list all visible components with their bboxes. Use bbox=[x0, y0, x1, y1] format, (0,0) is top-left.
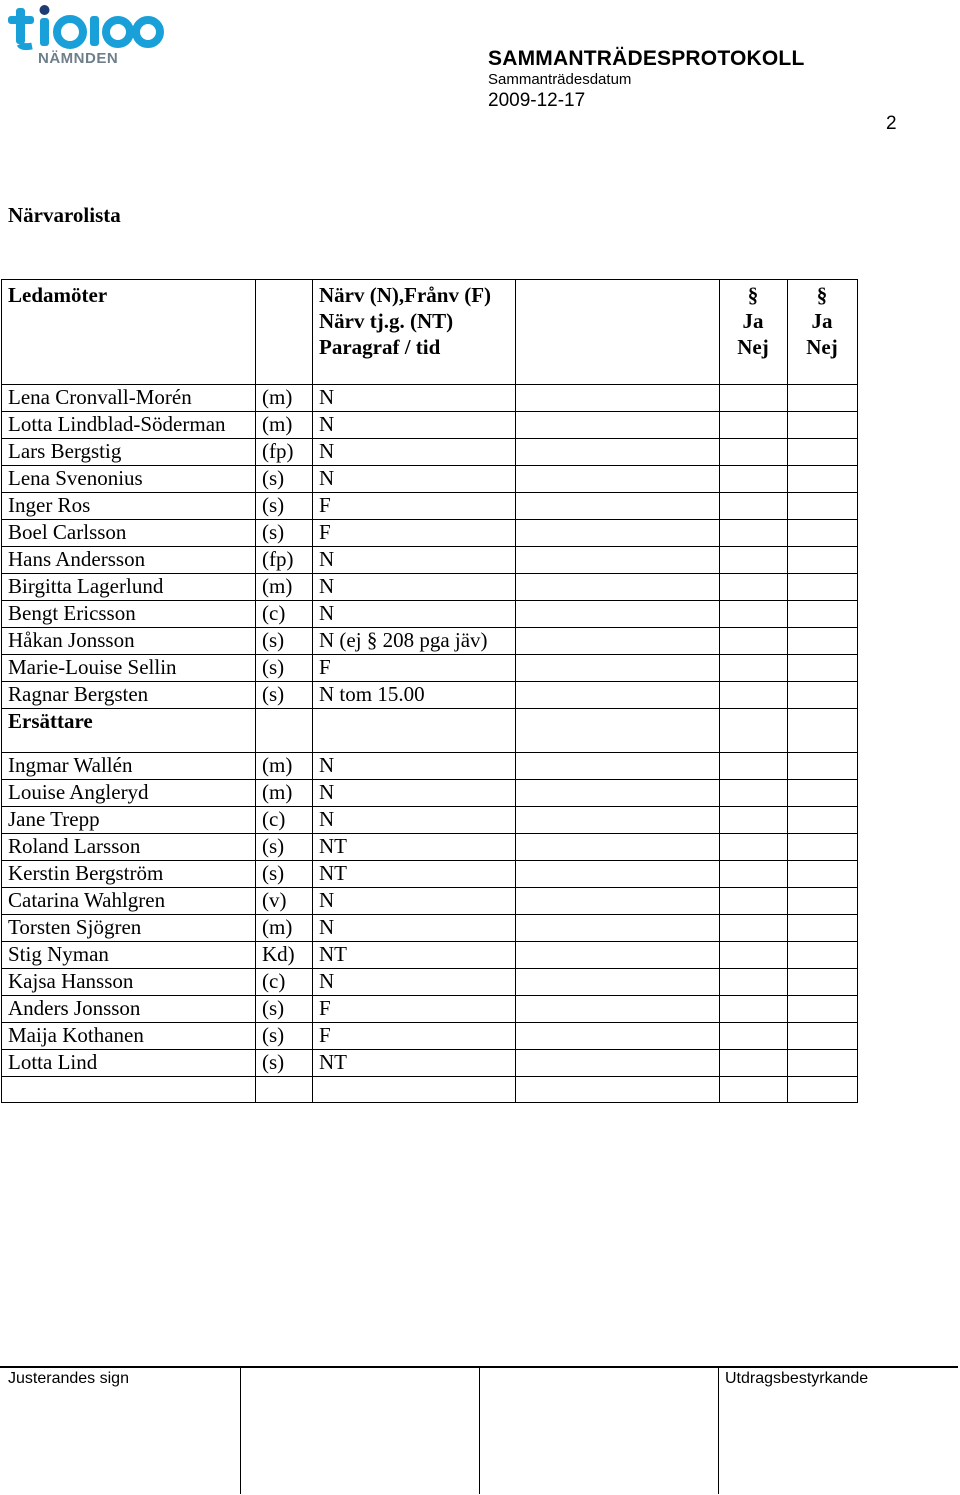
utdragsbestyrkande-label: Utdragsbestyrkande bbox=[725, 1370, 869, 1387]
attendance-status: N bbox=[319, 439, 335, 463]
members-column-header: Ledamöter bbox=[8, 283, 108, 307]
attendance-status: N bbox=[319, 915, 335, 939]
date-label: Sammanträdesdatum bbox=[488, 71, 632, 88]
attendance-status: F bbox=[319, 520, 331, 544]
attendance-status: F bbox=[319, 655, 331, 679]
status-column-header-line2: Närv tj.g. (NT) bbox=[319, 309, 454, 333]
party: (m) bbox=[262, 412, 293, 436]
person-name: Anders Jonsson bbox=[8, 996, 141, 1020]
person-name: Birgitta Lagerlund bbox=[8, 574, 164, 598]
person-name: Håkan Jonsson bbox=[8, 628, 135, 652]
substitutes-header: Ersättare bbox=[8, 709, 93, 733]
party: (c) bbox=[262, 807, 286, 831]
table-row-border bbox=[1, 438, 857, 439]
table-column-border bbox=[857, 279, 858, 1103]
party: (s) bbox=[262, 655, 285, 679]
table-row-border bbox=[1, 806, 857, 807]
attendance-status: N bbox=[319, 888, 335, 912]
person-name: Inger Ros bbox=[8, 493, 91, 517]
justerandes-sign-label: Justerandes sign bbox=[8, 1370, 129, 1387]
person-name: Maija Kothanen bbox=[8, 1023, 144, 1047]
status-column-header-line1: Närv (N),Frånv (F) bbox=[319, 283, 492, 307]
party: (v) bbox=[262, 888, 287, 912]
attendance-status: F bbox=[319, 493, 331, 517]
page-number: 2 bbox=[886, 113, 897, 134]
table-column-border bbox=[312, 279, 313, 1103]
person-name: Kerstin Bergström bbox=[8, 861, 164, 885]
attendance-status: N bbox=[319, 780, 335, 804]
person-name: Hans Andersson bbox=[8, 547, 146, 571]
person-name: Marie-Louise Sellin bbox=[8, 655, 177, 679]
vote1-no-header: Nej bbox=[737, 335, 769, 359]
table-column-border bbox=[787, 279, 788, 1103]
footer-divider-1 bbox=[240, 1368, 241, 1494]
status-column-header-line3: Paragraf / tid bbox=[319, 335, 441, 359]
vote2-no-header: Nej bbox=[806, 335, 838, 359]
footer-divider-2 bbox=[479, 1368, 480, 1494]
party: (s) bbox=[262, 493, 285, 517]
person-name: Stig Nyman bbox=[8, 942, 109, 966]
party: (s) bbox=[262, 996, 285, 1020]
attendance-status: N bbox=[319, 969, 335, 993]
table-row-border bbox=[1, 1076, 857, 1077]
table-bottom-border bbox=[1, 1102, 857, 1103]
table-column-border bbox=[1, 279, 2, 1103]
attendance-status: F bbox=[319, 996, 331, 1020]
attendance-status: N tom 15.00 bbox=[319, 682, 425, 706]
party: (fp) bbox=[262, 547, 294, 571]
table-column-border bbox=[515, 279, 516, 1103]
vote2-paragraph-header: § bbox=[816, 283, 828, 307]
table-row-border bbox=[1, 519, 857, 520]
attendance-status: NT bbox=[319, 861, 347, 885]
attendance-status: NT bbox=[319, 942, 347, 966]
attendance-status: NT bbox=[319, 834, 347, 858]
party: (m) bbox=[262, 385, 293, 409]
party: (m) bbox=[262, 915, 293, 939]
table-top-border bbox=[1, 279, 857, 280]
person-name: Jane Trepp bbox=[8, 807, 100, 831]
attendance-status: N bbox=[319, 601, 335, 625]
table-column-border bbox=[719, 279, 720, 1103]
party: (s) bbox=[262, 628, 285, 652]
attendance-status: NT bbox=[319, 1050, 347, 1074]
person-name: Ingmar Wallén bbox=[8, 753, 133, 777]
table-row-border bbox=[1, 708, 857, 709]
attendance-status: N bbox=[319, 412, 335, 436]
attendance-status: F bbox=[319, 1023, 331, 1047]
section-title: Närvarolista bbox=[8, 203, 121, 227]
attendance-status: N bbox=[319, 547, 335, 571]
person-name: Roland Larsson bbox=[8, 834, 141, 858]
person-name: Lena Cronvall-Morén bbox=[8, 385, 192, 409]
attendance-status: N bbox=[319, 385, 335, 409]
attendance-status: N (ej § 208 pga jäv) bbox=[319, 628, 488, 652]
person-name: Ragnar Bergsten bbox=[8, 682, 149, 706]
party: (c) bbox=[262, 601, 286, 625]
party: (s) bbox=[262, 834, 285, 858]
person-name: Catarina Wahlgren bbox=[8, 888, 166, 912]
meeting-date: 2009-12-17 bbox=[488, 90, 586, 111]
party: (fp) bbox=[262, 439, 294, 463]
footer-divider-3 bbox=[718, 1368, 719, 1494]
party: (m) bbox=[262, 753, 293, 777]
document-title: SAMMANTRÄDESPROTOKOLL bbox=[488, 47, 805, 70]
attendance-status: N bbox=[319, 574, 335, 598]
person-name: Lotta Lindblad-Söderman bbox=[8, 412, 226, 436]
party: (s) bbox=[262, 1050, 285, 1074]
party: (c) bbox=[262, 969, 286, 993]
person-name: Boel Carlsson bbox=[8, 520, 127, 544]
party: (m) bbox=[262, 780, 293, 804]
person-name: Lena Svenonius bbox=[8, 466, 143, 490]
party: (s) bbox=[262, 682, 285, 706]
vote1-yes-header: Ja bbox=[742, 309, 764, 333]
logo-subtitle: NÄMNDEN bbox=[38, 50, 119, 67]
person-name: Lotta Lind bbox=[8, 1050, 98, 1074]
person-name: Bengt Ericsson bbox=[8, 601, 136, 625]
attendance-status: N bbox=[319, 753, 335, 777]
person-name: Lars Bergstig bbox=[8, 439, 122, 463]
vote1-paragraph-header: § bbox=[747, 283, 759, 307]
party: (m) bbox=[262, 574, 293, 598]
table-row-border bbox=[1, 1049, 857, 1050]
party: (s) bbox=[262, 861, 285, 885]
person-name: Torsten Sjögren bbox=[8, 915, 142, 939]
table-row-border bbox=[1, 492, 857, 493]
party: (s) bbox=[262, 1023, 285, 1047]
person-name: Louise Angleryd bbox=[8, 780, 149, 804]
party: (s) bbox=[262, 520, 285, 544]
table-column-border bbox=[255, 279, 256, 1103]
vote2-yes-header: Ja bbox=[811, 309, 833, 333]
table-row-border bbox=[1, 941, 857, 942]
party: (s) bbox=[262, 466, 285, 490]
party: Kd) bbox=[262, 942, 295, 966]
attendance-table bbox=[1, 279, 857, 1101]
attendance-status: N bbox=[319, 466, 335, 490]
attendance-status: N bbox=[319, 807, 335, 831]
person-name: Kajsa Hansson bbox=[8, 969, 134, 993]
